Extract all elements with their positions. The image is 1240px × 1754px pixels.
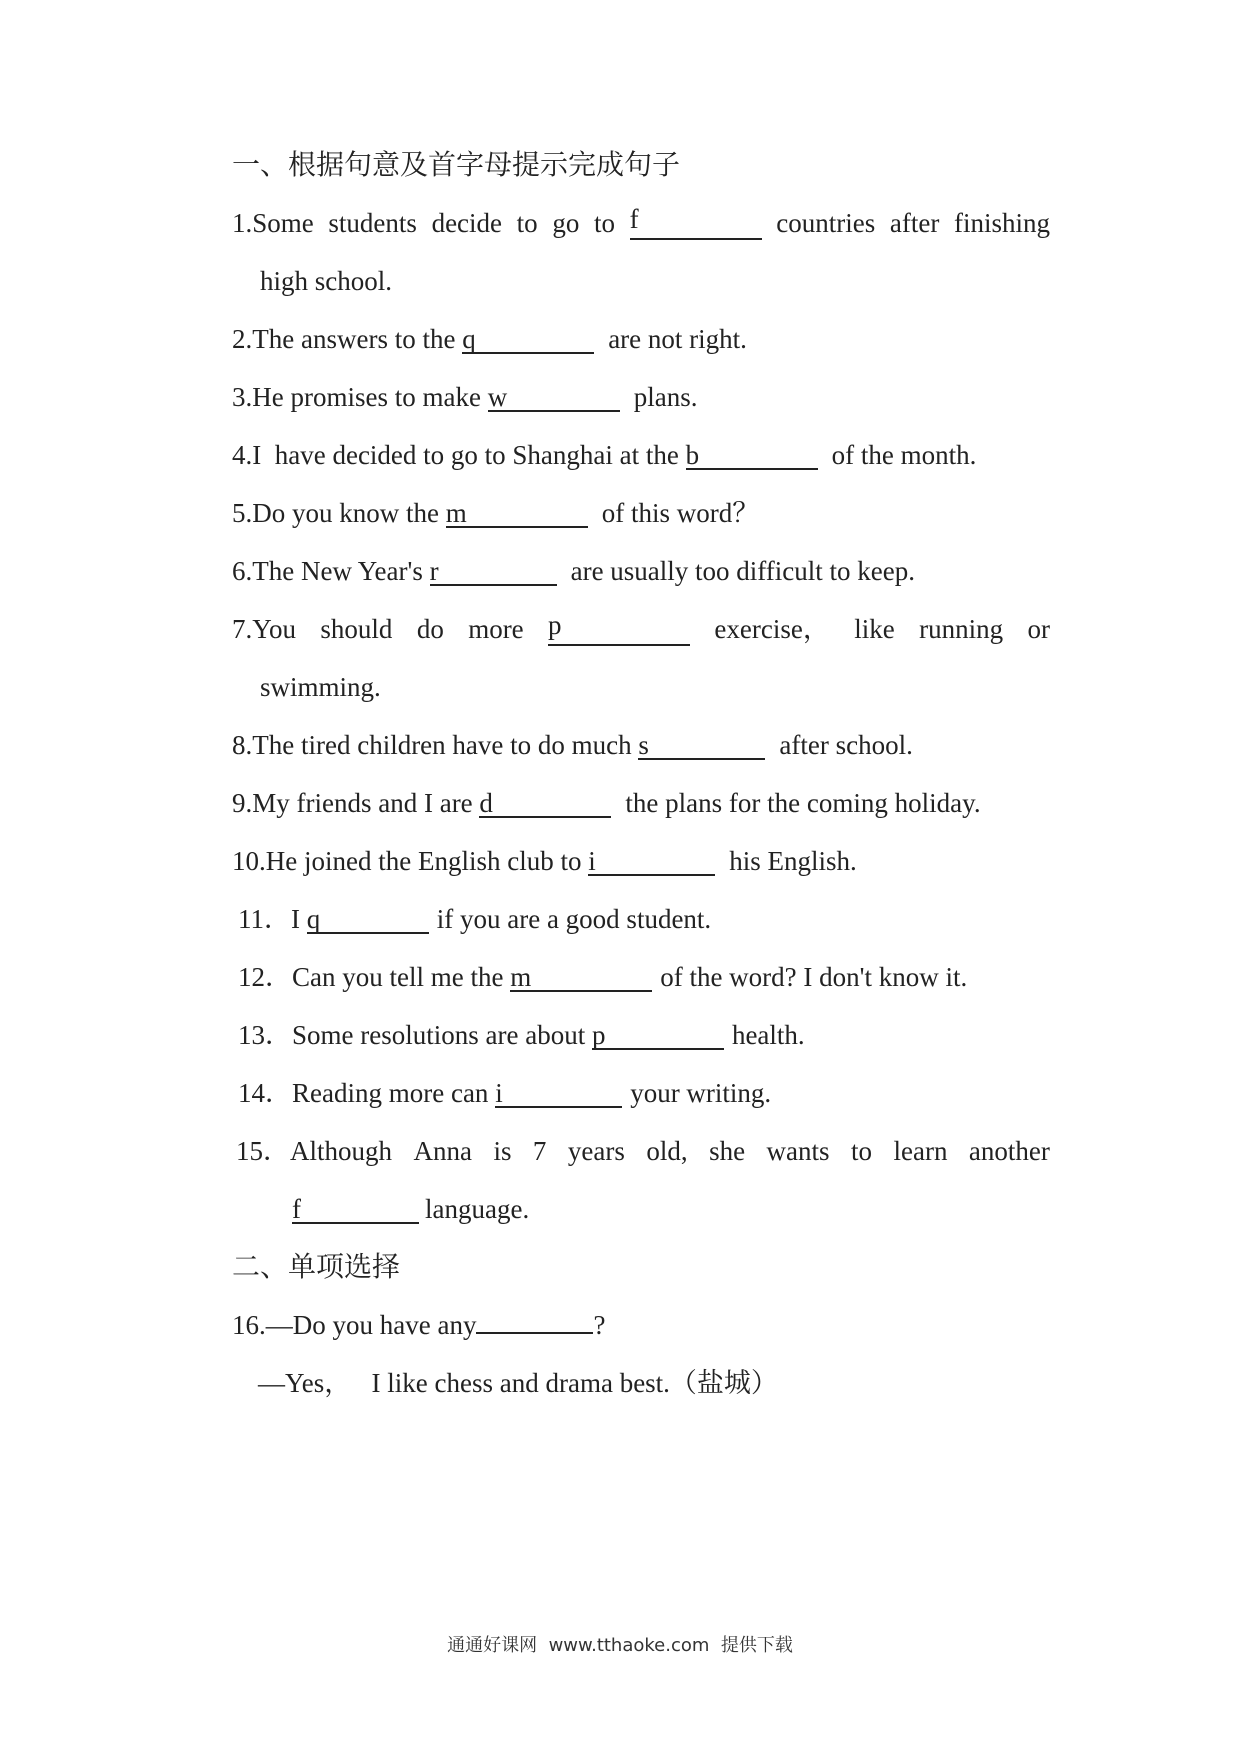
question-7: 7.You should do more p exercise， like running or	[232, 610, 1050, 644]
footer: 通通好课网 www.tthaoke.com 提供下载	[447, 1635, 793, 1656]
answer-blank[interactable]	[476, 1332, 593, 1334]
answer-blank[interactable]: w	[488, 384, 620, 412]
answer-blank[interactable]: s	[638, 732, 765, 760]
question-12: 12．Can you tell me the m of the word? I don't know it.	[238, 962, 968, 992]
question-1-continued: high school.	[260, 266, 392, 296]
answer-blank[interactable]: i	[588, 848, 715, 876]
question-15-continued: f language.	[292, 1194, 530, 1224]
answer-blank[interactable]: p	[548, 612, 690, 646]
answer-blank[interactable]: d	[479, 790, 611, 818]
question-2: 2.The answers to the q are not right.	[232, 324, 747, 354]
question-16: 16.—Do you have any ?	[232, 1310, 606, 1340]
question-16-answer: —Yes， I like chess and drama best.（盐城）	[258, 1368, 778, 1398]
question-4: 4.I have decided to go to Shanghai at the b of the month.	[232, 440, 977, 470]
question-8: 8.The tired children have to do much s after school.	[232, 730, 913, 760]
question-11: 11．I q if you are a good student.	[238, 904, 712, 934]
answer-blank[interactable]: p	[592, 1022, 724, 1050]
question-9: 9.My friends and I are d the plans for the coming holiday.	[232, 788, 981, 818]
question-3: 3.He promises to make w plans.	[232, 382, 698, 412]
question-13: 13．Some resolutions are about p health.	[238, 1020, 805, 1050]
section-1-title: 一、根据句意及首字母提示完成句子	[232, 148, 681, 181]
question-15: 15．Although Anna is 7 years old, she wants to learn another	[236, 1136, 1050, 1166]
answer-blank[interactable]: q	[307, 906, 429, 934]
answer-blank[interactable]: f	[630, 206, 762, 240]
answer-blank[interactable]: i	[495, 1080, 622, 1108]
answer-blank[interactable]: b	[686, 442, 818, 470]
question-7-continued: swimming.	[260, 672, 381, 702]
answer-blank[interactable]: m	[510, 964, 652, 992]
answer-blank[interactable]: f	[292, 1196, 419, 1224]
question-14: 14．Reading more can i your writing.	[238, 1078, 772, 1108]
answer-blank[interactable]: q	[462, 326, 594, 354]
question-1: 1.Some students decide to go to f countries after finishing	[232, 204, 1050, 238]
question-6: 6.The New Year's r are usually too difficult to keep.	[232, 556, 916, 586]
section-2-title: 二、单项选择	[232, 1250, 401, 1283]
question-10: 10.He joined the English club to i his English.	[232, 846, 857, 876]
answer-blank[interactable]: m	[446, 500, 588, 528]
answer-blank[interactable]: r	[430, 558, 557, 586]
question-5: 5.Do you know the m of this word？	[232, 498, 760, 528]
